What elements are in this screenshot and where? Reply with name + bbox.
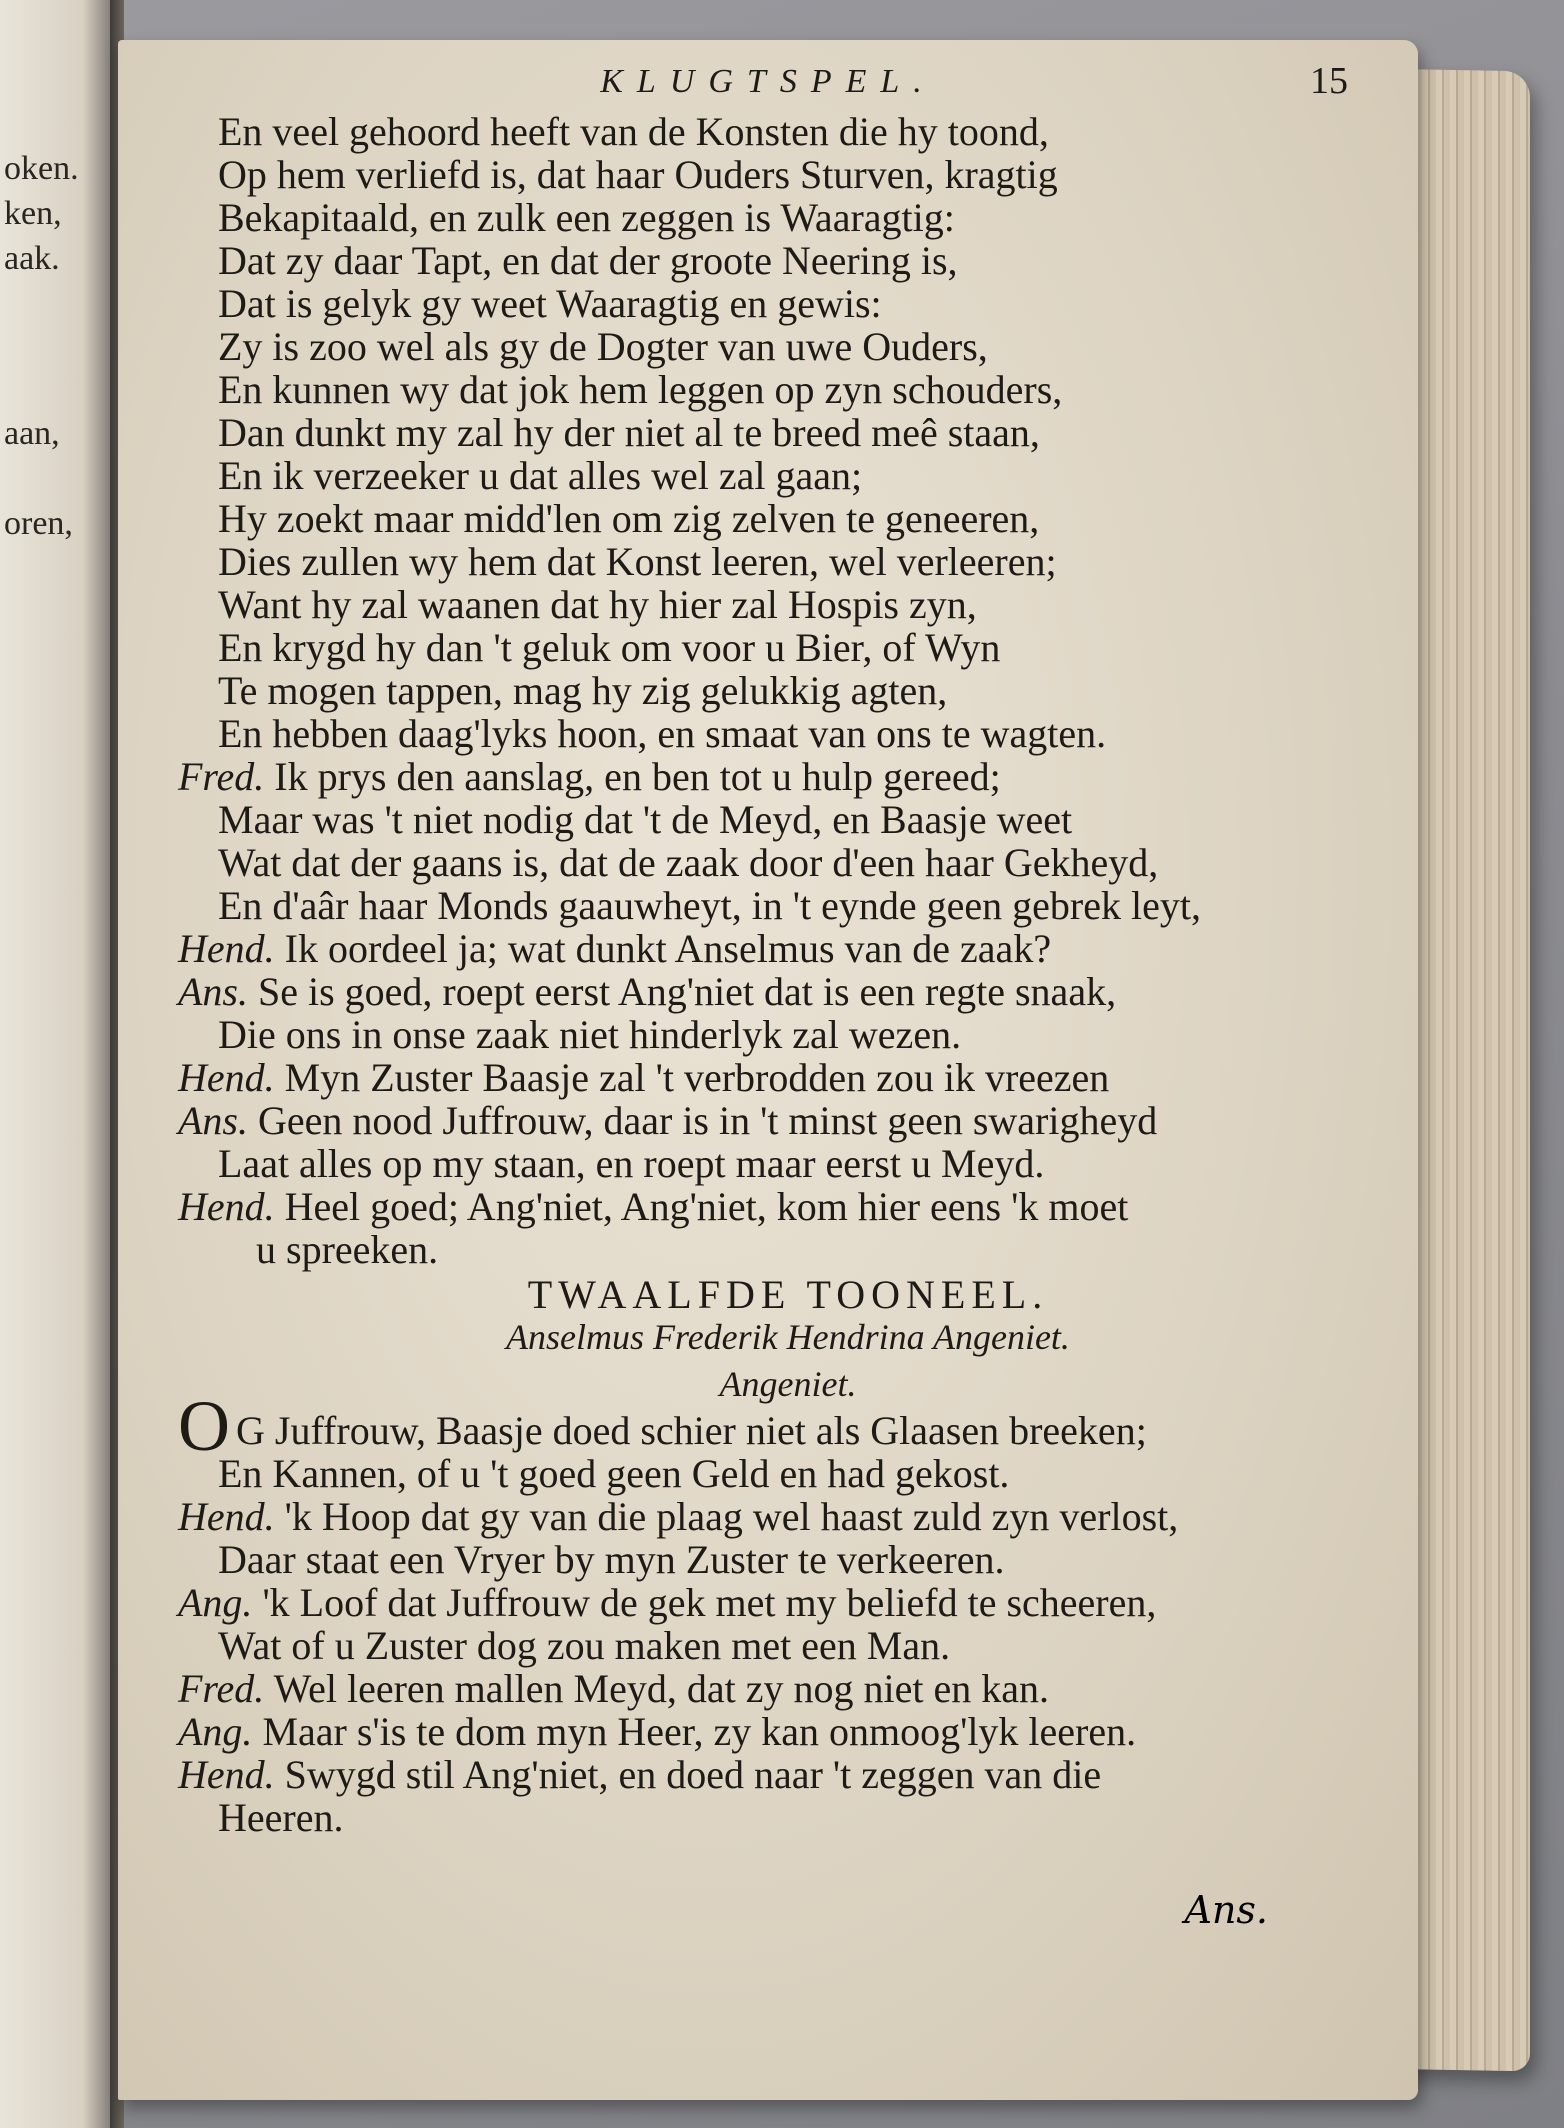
verse-line [178,1142,1358,1185]
verse-line [178,1753,1358,1796]
page-header [178,60,1358,110]
verse-text: Op hem verliefd is, dat haar Ouders Sturven, kragtig [218,152,1058,197]
verse-text: En ik verzeeker u dat alles wel zal gaan; [218,453,863,498]
verse-line [178,110,1358,153]
verse-line [178,368,1358,411]
verse-line [178,1056,1358,1099]
verse-line [178,497,1358,540]
verse-text: Wel leeren mallen Meyd, dat zy nog niet en kan. [273,1666,1049,1711]
verse-line [178,1099,1358,1142]
speaker-label: Hend. [178,1184,275,1229]
verse-line [178,970,1358,1013]
verse-text: Want hy zal waanen dat hy hier zal Hospis zyn, [218,582,977,627]
page-text [178,60,1358,1839]
verse-text: Swygd stil Ang'niet, en doed naar 't zeggen van die [284,1752,1102,1797]
speaker-label: Hend. [178,926,275,971]
left-page-fragment: oren, [4,505,73,542]
verse-text: Zy is zoo wel als gy de Dogter van uwe Ouders, [218,324,988,369]
verse-text: Ik oordeel ja; wat dunkt Anselmus van de zaak? [284,926,1052,971]
drop-cap: O [178,1386,230,1466]
speaker-label: Fred. [178,1666,265,1711]
verse-line [178,1538,1358,1581]
verse-text: En kunnen wy dat jok hem leggen op zyn schouders, [218,367,1063,412]
verse-line [178,153,1358,196]
verse-block-bottom [178,1452,1358,1839]
speaker-label: Hend. [178,1494,275,1539]
verse-line [178,325,1358,368]
verse-text: Ik prys den aanslag, en ben tot u hulp gereed; [274,754,1001,799]
verse-line [178,1228,1358,1271]
verse-line [178,239,1358,282]
verse-text: Heel goed; Ang'niet, Ang'niet, kom hier eens 'k moet [284,1184,1129,1229]
verse-line [178,1495,1358,1538]
verse-line [178,798,1358,841]
verse-line [178,196,1358,239]
verse-text: Bekapitaald, en zulk een zeggen is Waaragtig: [218,195,955,240]
verse-text: Laat alles op my staan, en roept maar eerst u Meyd. [218,1141,1045,1186]
verse-text: Heeren. [218,1795,344,1840]
verse-line [178,540,1358,583]
speaker-label: Fred. [178,754,265,799]
verse-text: En d'aâr haar Monds gaauwheyt, in 't eynde geen gebrek leyt, [218,883,1201,928]
verse-line [178,841,1358,884]
verse-line [178,1624,1358,1667]
verse-text: En krygd hy dan 't geluk om voor u Bier, of Wyn [218,625,1001,670]
verse-text: Maar s'is te dom myn Heer, zy kan onmoog'lyk leeren. [262,1709,1137,1754]
verse-line [178,1013,1358,1056]
verse-line [178,454,1358,497]
book-page [118,40,1418,2100]
verse-text: Dies zullen wy hem dat Konst leeren, wel verleeren; [218,539,1057,584]
speaker-label: Hend. [178,1752,275,1797]
verse-text: Wat of u Zuster dog zou maken met een Man. [218,1623,951,1668]
verse-line [178,1710,1358,1753]
verse-line [178,282,1358,325]
running-head: KLUGTSPEL. [600,63,936,100]
verse-text: Geen nood Juffrouw, daar is in 't minst geen swarigheyd [258,1098,1158,1143]
speaker-label: Ang. [178,1580,253,1625]
verse-text: Die ons in onse zaak niet hinderlyk zal wezen. [218,1012,962,1057]
verse-text: Myn Zuster Baasje zal 't verbrodden zou ik vreezen [284,1055,1110,1100]
verse-line [178,712,1358,755]
verse-text: 'k Loof dat Juffrouw de gek met my beliefd te scheeren, [262,1580,1157,1625]
verse-text: En veel gehoord heeft van de Konsten die hy toond, [218,109,1049,154]
verse-text: Dat is gelyk gy weet Waaragtig en gewis: [218,281,882,326]
verse-line [178,1796,1358,1839]
verse-line [178,1452,1358,1495]
verse-line [178,669,1358,712]
verse-text: 'k Hoop dat gy van die plaag wel haast zuld zyn verlost, [284,1494,1179,1539]
verse-line [178,411,1358,454]
speaker-label: Hend. [178,1055,275,1100]
verse-block-top [178,110,1358,1271]
left-page-fragment: oken. [4,150,79,187]
verse-text: En hebben daag'lyks hoon, en smaat van ons te wagten. [218,711,1107,756]
verse-text: En Kannen, of u 't goed geen Geld en had gekost. [218,1451,1010,1496]
verse-line [178,884,1358,927]
left-page-edge [0,0,118,2128]
scene-title: TWAALFDE TOONEEL. [527,1272,1049,1317]
verse-text: Hy zoekt maar midd'len om zig zelven te geneeren, [218,496,1040,541]
verse-text: Maar was 't niet nodig dat 't de Meyd, en Baasje weet [218,797,1073,842]
speaker-label: Ans. [178,1098,248,1143]
speaker-label: Ans. [178,969,248,1014]
left-page-fragment: aan, [4,415,60,452]
verse-line [178,626,1358,669]
verse-text: Wat dat der gaans is, dat de zaak door d'een haar Gekheyd, [218,840,1159,885]
left-page-fragment: aak. [4,240,60,277]
verse-text: Se is goed, roept eerst Ang'niet dat is een regte snaak, [258,969,1117,1014]
verse-line [178,1667,1358,1710]
verse-line [178,755,1358,798]
verse-line [178,927,1358,970]
scene-cast: Anselmus Frederik Hendrina Angeniet. [506,1317,1070,1357]
page-number: 15 [1310,60,1348,102]
verse-line-first [178,1386,1358,1466]
speaker-heading: Angeniet. [719,1364,857,1404]
verse-text: u spreeken. [256,1227,439,1272]
verse-line [178,1185,1358,1228]
verse-text: Dan dunkt my zal hy der niet al te breed meê staan, [218,410,1040,455]
verse-line [178,1581,1358,1624]
verse-text: G Juffrouw, Baasje doed schier niet als Glaasen breeken; [236,1408,1147,1453]
verse-text: Daar staat een Vryer by myn Zuster te verkeeren. [218,1537,1005,1582]
verse-text: Dat zy daar Tapt, en dat der groote Neering is, [218,238,958,283]
left-page-fragment: ken, [4,195,62,232]
speaker-label: Ang. [178,1709,253,1754]
verse-line [178,583,1358,626]
catchword: Ans. [1184,1888,1268,1932]
verse-text: Te mogen tappen, mag hy zig gelukkig agten, [218,668,948,713]
